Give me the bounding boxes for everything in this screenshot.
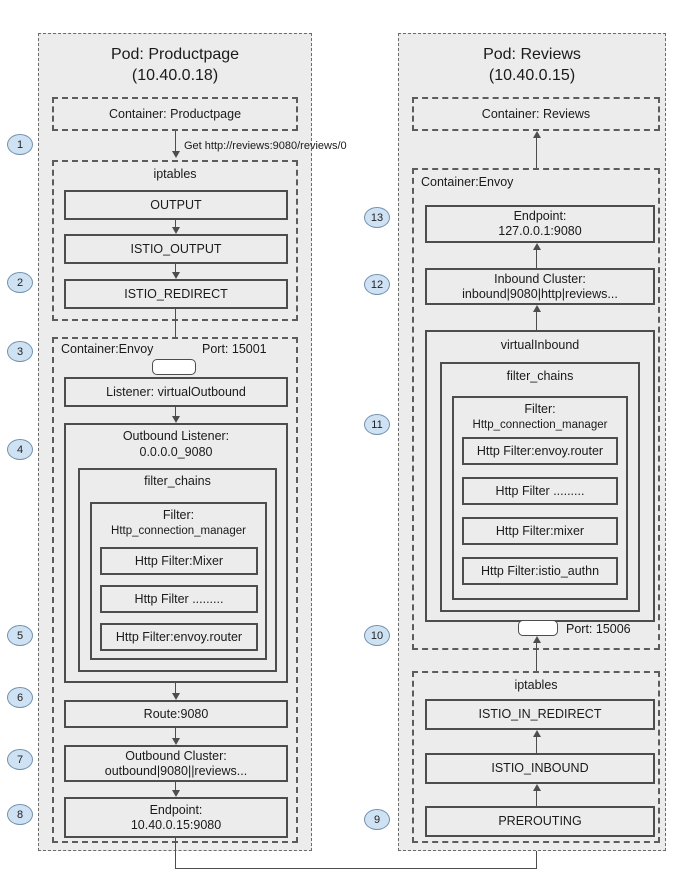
arrowhead-cluster-to-endpoint — [172, 790, 180, 797]
chain-prerouting — [425, 806, 655, 837]
step-marker-7-label: 7 — [16, 753, 24, 766]
arrow-cluster-to-endpoint-inbound — [536, 248, 537, 268]
pod-productpage-title-line1: Pod: Productpage — [110, 46, 240, 63]
filter-label-inbound-line1: Filter: — [524, 402, 556, 416]
inbound-cluster-line1: Inbound Cluster: — [494, 271, 586, 286]
step-marker-8 — [7, 804, 33, 825]
arrow-iptables-to-port15006 — [536, 641, 537, 671]
iptables-inbound-label: iptables — [514, 678, 558, 692]
outbound-endpoint-line2: 10.40.0.15:9080 — [130, 817, 222, 832]
step-marker-6-label: 6 — [16, 691, 24, 704]
chain-istio-inbound-label: ISTIO_INBOUND — [491, 761, 589, 775]
chain-istio-output — [64, 234, 288, 264]
request-label: Get http://reviews:9080/reviews/0 — [184, 140, 347, 152]
connector-endpoint-down — [175, 838, 176, 869]
port-15001-tab — [152, 359, 196, 375]
chain-istio-in-redirect — [425, 699, 655, 730]
http-filter-router-outbound-label: Http Filter:envoy.router — [115, 629, 243, 644]
http-filter-other-outbound-label: Http Filter ......... — [134, 591, 224, 606]
chain-output-label: OUTPUT — [150, 197, 202, 212]
arrowhead-outbound-listener-to-route — [172, 693, 180, 700]
container-envoy-outbound-label: Container:Envoy — [61, 342, 154, 356]
arrow-prerouting-to-inbound — [536, 789, 537, 806]
step-marker-13-label: 13 — [370, 211, 384, 224]
pod-reviews-title-line2: (10.40.0.15) — [488, 67, 576, 84]
step-marker-2-label: 2 — [16, 276, 24, 289]
filter-label-outbound-line2: Http_connection_manager — [111, 525, 246, 537]
arrow-virtualinbound-to-cluster — [536, 310, 537, 330]
listener-virtual-outbound — [64, 377, 288, 407]
arrowhead-output-to-istio-output — [172, 227, 180, 234]
http-filter-router-inbound-label: Http Filter:envoy.router — [476, 443, 604, 458]
step-marker-1 — [7, 134, 33, 155]
step-marker-3-label: 3 — [16, 345, 24, 358]
outbound-endpoint-box — [64, 797, 288, 838]
chain-istio-in-redirect-label: ISTIO_IN_REDIRECT — [478, 707, 602, 721]
http-filter-mixer-inbound — [462, 517, 618, 545]
outbound-listener-line2: 0.0.0.0_9080 — [139, 445, 213, 459]
outbound-cluster-box — [64, 745, 288, 782]
http-filter-istio-authn-label: Http Filter:istio_authn — [480, 563, 600, 578]
step-marker-3 — [7, 341, 33, 362]
port-15001-label: Port: 15001 — [202, 342, 267, 356]
container-envoy-inbound-label: Container:Envoy — [421, 175, 514, 189]
chain-istio-output-label: ISTIO_OUTPUT — [130, 241, 222, 256]
step-marker-5-label: 5 — [16, 629, 24, 642]
container-reviews — [412, 97, 660, 131]
listener-virtual-outbound-label: Listener: virtualOutbound — [106, 384, 246, 399]
connector-pod-to-pod — [175, 868, 537, 869]
filter-label-inbound-line2: Http_connection_manager — [472, 419, 608, 431]
http-filter-mixer-outbound — [100, 547, 258, 575]
http-filter-mixer-inbound-label: Http Filter:mixer — [495, 523, 585, 538]
step-marker-9-label: 9 — [373, 813, 381, 826]
filter-chains-label-outbound: filter_chains — [144, 474, 211, 488]
http-filter-other-outbound — [100, 585, 258, 613]
http-filter-mixer-outbound-label: Http Filter:Mixer — [134, 553, 224, 568]
virtual-inbound-label: virtualInbound — [500, 338, 580, 352]
step-marker-7 — [7, 749, 33, 770]
arrow-envoy-to-reviews — [536, 136, 537, 168]
http-filter-other-inbound — [462, 477, 618, 505]
container-reviews-label: Container: Reviews — [481, 107, 591, 121]
arrowhead-virtualinbound-to-cluster — [533, 305, 541, 312]
port-15006-label: Port: 15006 — [566, 622, 631, 636]
inbound-endpoint-line1: Endpoint: — [513, 209, 567, 223]
arrowhead-istio-output-to-redirect — [172, 272, 180, 279]
pod-reviews-title-line1: Pod: Reviews — [483, 46, 581, 63]
step-marker-12-label: 12 — [370, 278, 384, 291]
http-filter-router-inbound — [462, 437, 618, 465]
filter-label-outbound-line1: Filter: — [162, 508, 195, 522]
step-marker-11-label: 11 — [371, 418, 383, 431]
arrowhead-cluster-to-endpoint-inbound — [533, 243, 541, 250]
inbound-endpoint-box — [425, 205, 655, 243]
step-marker-4-label: 4 — [16, 443, 24, 456]
step-marker-13 — [364, 207, 390, 228]
arrowhead-route-to-cluster — [172, 738, 180, 745]
step-marker-11 — [364, 414, 390, 435]
http-filter-istio-authn — [462, 557, 618, 585]
step-marker-4 — [7, 439, 33, 460]
step-marker-8-label: 8 — [16, 808, 24, 821]
container-productpage — [52, 97, 298, 131]
arrowhead-listener-to-outbound-listener — [172, 416, 180, 423]
pod-reviews-title — [398, 44, 666, 86]
chain-istio-redirect — [64, 279, 288, 309]
outbound-listener-line1: Outbound Listener: — [122, 429, 230, 443]
arrowhead-envoy-to-reviews — [533, 131, 541, 138]
step-marker-9 — [364, 809, 390, 830]
port-15006-tab — [518, 620, 558, 636]
arrowhead-prerouting-to-inbound — [533, 784, 541, 791]
inbound-endpoint-line2: 127.0.0.1:9080 — [498, 224, 582, 238]
arrow-productpage-to-iptables — [175, 131, 176, 152]
chain-istio-inbound — [425, 753, 655, 784]
step-marker-6 — [7, 687, 33, 708]
outbound-cluster-line2: outbound|9080||reviews... — [104, 763, 248, 778]
arrowhead-inbound-to-in-redirect — [533, 730, 541, 737]
step-marker-1-label: 1 — [16, 138, 24, 151]
chain-prerouting-label: PREROUTING — [498, 814, 582, 828]
chain-output — [64, 190, 288, 220]
step-marker-5 — [7, 625, 33, 646]
iptables-outbound-label: iptables — [153, 167, 197, 181]
inbound-cluster-line2: inbound|9080|http|reviews... — [462, 286, 618, 301]
filter-chains-label-inbound: filter_chains — [506, 369, 574, 383]
http-filter-router-outbound — [100, 623, 258, 651]
step-marker-10-label: 10 — [370, 629, 384, 642]
chain-istio-redirect-label: ISTIO_REDIRECT — [124, 286, 228, 301]
http-filter-other-inbound-label: Http Filter ......... — [495, 483, 585, 498]
pod-productpage-title — [38, 44, 312, 86]
arrowhead-productpage-to-iptables — [172, 151, 180, 158]
step-marker-12 — [364, 274, 390, 295]
step-marker-2 — [7, 272, 33, 293]
step-marker-10 — [364, 625, 390, 646]
inbound-cluster-box — [425, 268, 655, 305]
container-productpage-label: Container: Productpage — [108, 107, 242, 121]
route-box-label: Route:9080 — [143, 706, 209, 721]
arrowhead-iptables-to-port15006 — [533, 636, 541, 643]
outbound-endpoint-line1: Endpoint: — [149, 802, 203, 817]
outbound-cluster-line1: Outbound Cluster: — [125, 748, 227, 763]
route-box — [64, 700, 288, 728]
pod-productpage-title-line2: (10.40.0.18) — [131, 67, 219, 84]
arrow-inbound-to-in-redirect — [536, 735, 537, 753]
